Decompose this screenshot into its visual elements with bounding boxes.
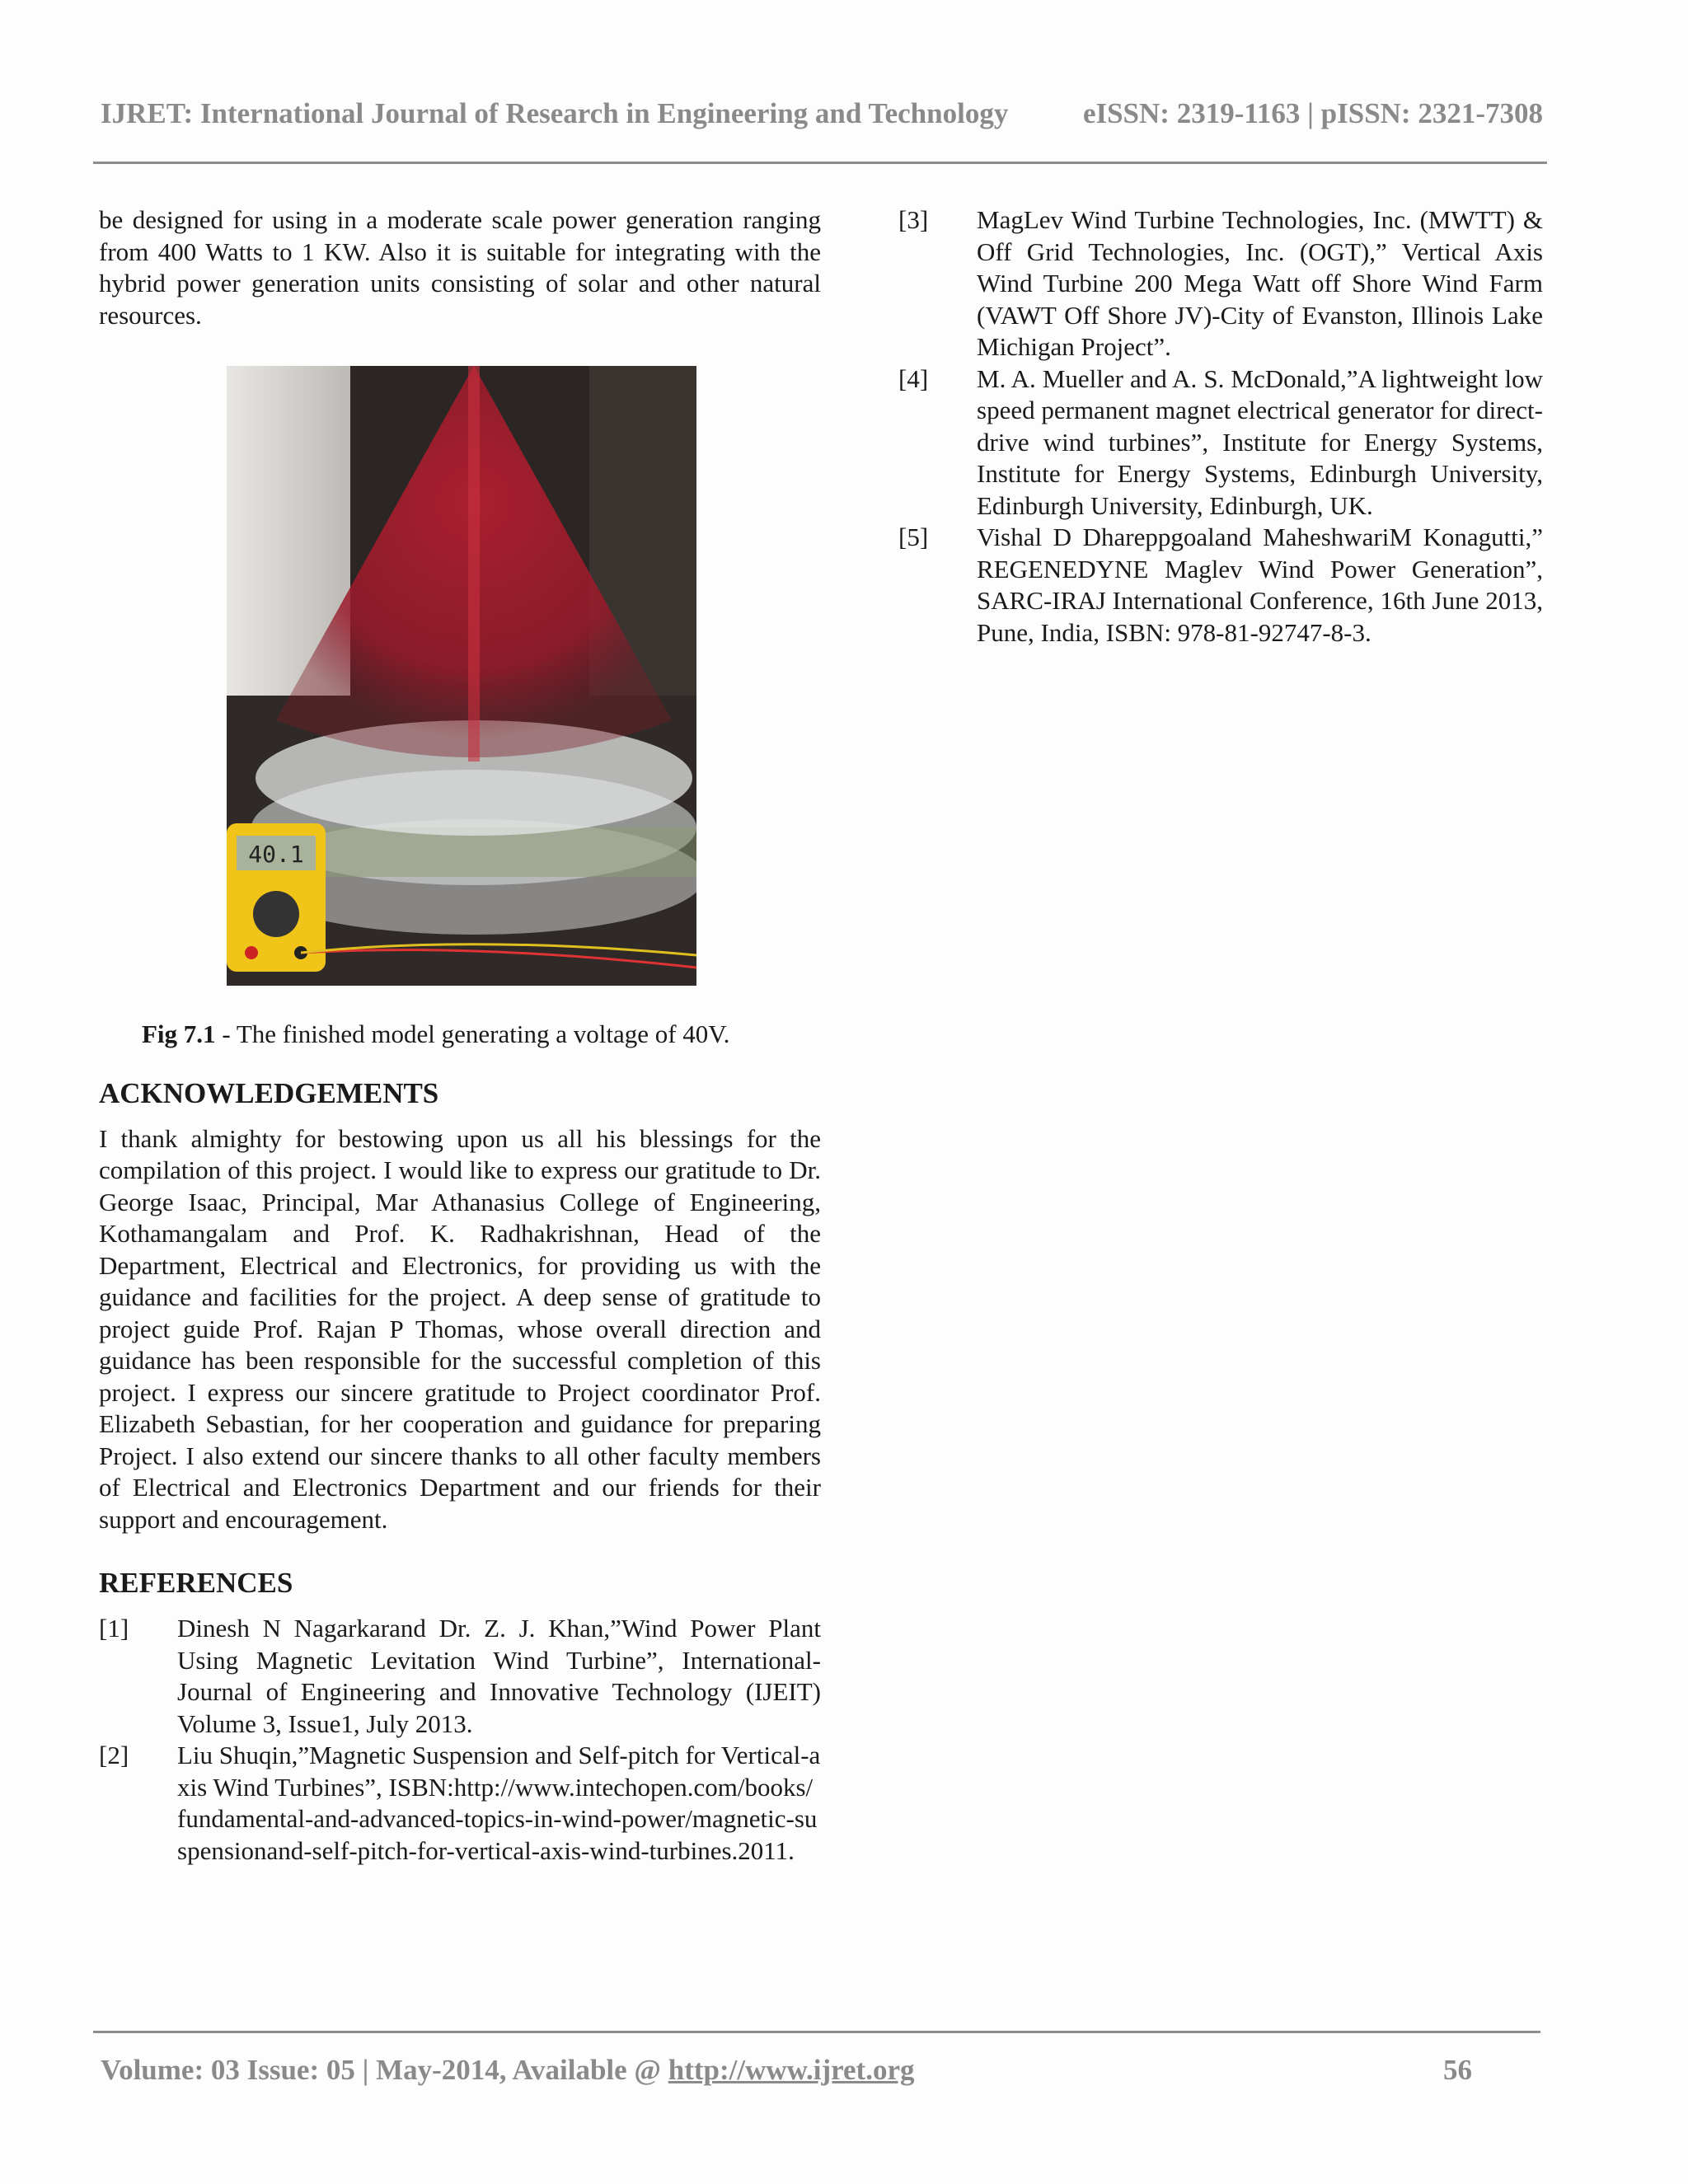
reference-text: Dinesh N Nagarkarand Dr. Z. J. Khan,”Wind Power Plant Using Magnetic Levitation Wind Turbine”, International-Journal of Engineering and Innovative Technology (IJEIT) Volume 3, Issue1, July 2013. [177,1614,821,1738]
reference-item [898,522,1543,649]
left-column [99,204,821,1867]
references-list-right [898,204,1543,649]
intro-paragraph: be designed for using in a moderate scale power generation ranging from 400 Watts to 1 KW. Also it is suitable for integrating with the hybrid power generation units consisting of solar and other natural resources. [99,205,821,330]
acknowledgements-heading: ACKNOWLEDGEMENTS [99,1076,439,1109]
reference-number: [2] [99,1741,129,1769]
reference-number: [3] [898,205,929,234]
right-column [898,204,1543,649]
footer-volume [101,2054,915,2087]
turbine-photo-illustration [227,366,696,986]
turbine-photo [227,366,696,986]
references-list-left [99,1613,821,1867]
multimeter [227,823,326,972]
footer-rule [93,2031,1540,2033]
page-header [101,97,1543,130]
reference-item [898,363,1543,523]
figure-caption-text: - The finished model generating a voltage of 40V. [215,1019,730,1048]
footer-volume-text: Volume: 03 Issue: 05 | May-2014, Available @ [101,2054,668,2086]
issn-text: eISSN: 2319-1163 | pISSN: 2321-7308 [1082,97,1543,129]
multimeter-reading: 40.1 [248,841,304,868]
references-heading: REFERENCES [99,1567,293,1599]
reference-number: [1] [99,1614,129,1643]
header-rule [93,162,1547,164]
reference-text: M. A. Mueller and A. S. McDonald,”A lightweight low speed permanent magnet electrical generator for direct-drive wind turbines”, Institute for Energy Systems, Institute for Energy Systems, Edinburgh University, Edinburgh University, Edinburgh, UK. [977,363,1543,520]
page-number: 56 [1443,2054,1472,2086]
reference-number: [5] [898,523,929,551]
journal-link[interactable]: http://www.ijret.org [668,2054,915,2086]
figure-caption [142,1019,821,1051]
acknowledgements-paragraph: I thank almighty for bestowing upon us all his blessings for the compilation of this project. I would like to express our gratitude to Dr. George Isaac, Principal, Mar Athanasius College of Engineering, Kothamangalam and Prof. K. Radhakrishnan, Head of the Department, Electrical and Electronics, for providing us with the guidance and facilities for the project. A deep sense of gratitude to project guide Prof. Rajan P Thomas, whose overall direction and guidance has been responsible for the successful completion of this project. I express our sincere gratitude to Project coordinator Prof. Elizabeth Sebastian, for her cooperation and guidance for preparing Project. I also extend our sincere thanks to all other faculty members of Electrical and Electronics Department and our friends for their support and encouragement. [99,1123,821,1534]
reference-text: MagLev Wind Turbine Technologies, Inc. (MWTT) & Off Grid Technologies, Inc. (OGT),” Vertical Axis Wind Turbine 200 Mega Watt off Shore Wind Farm (VAWT Off Shore JV)-City of Evanston, Illinois Lake Michigan Project”. [977,205,1543,361]
reference-item [99,1740,821,1867]
page-footer [101,2054,1472,2087]
reference-text: Vishal D Dhareppgoaland MaheshwariM Konagutti,” REGENEDYNE Maglev Wind Power Generation”, SARC-IRAJ International Conference, 16th June 2013, Pune, India, ISBN: 978-81-92747-8-3. [977,523,1543,647]
reference-item [898,204,1543,363]
figure-label: Fig 7.1 [142,1019,216,1048]
reference-text: Liu Shuqin,”Magnetic Suspension and Self-pitch for Vertical-axis Wind Turbines”, ISBN:http://www.intechopen.com/books/fundamental-and-advanced-topics-in-wind-power/magnetic-suspensionand-self-pitch-for-vertical-axis-wind-turbines.2011. [177,1741,821,1865]
reference-item [99,1613,821,1740]
journal-title: IJRET: International Journal of Research in Engineering and Technology [101,97,1009,129]
reference-number: [4] [898,363,929,393]
